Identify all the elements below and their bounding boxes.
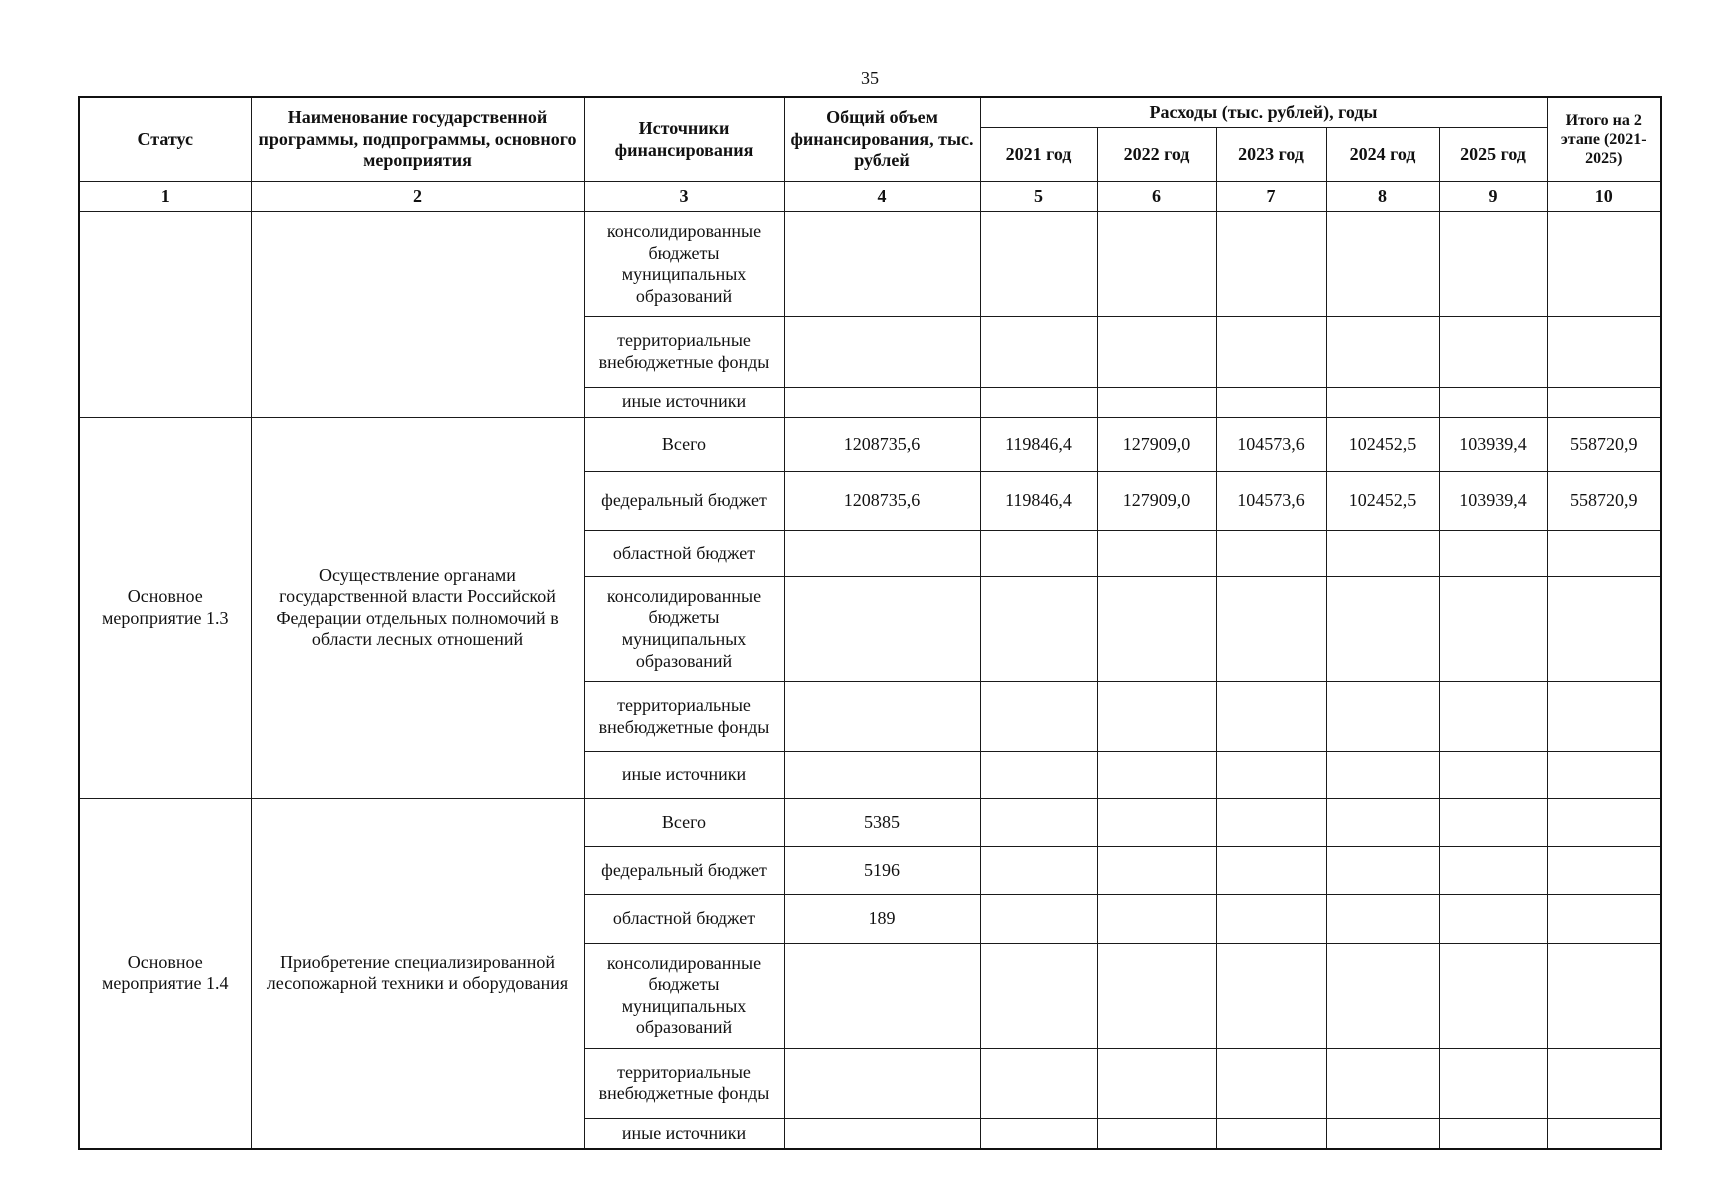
total-cell: 189 [784,895,980,943]
empty-cell [784,943,980,1048]
header-expenses: Расходы (тыс. рублей), годы [980,97,1547,127]
header-row-1 [79,97,1661,127]
empty-cell [1326,752,1439,798]
col-number: 6 [1097,182,1216,212]
name-cell [251,212,584,418]
col-number: 8 [1326,182,1439,212]
empty-cell [1326,798,1439,846]
empty-cell [784,752,980,798]
empty-cell [1439,387,1547,417]
empty-cell [1216,798,1326,846]
empty-cell [1097,943,1216,1048]
empty-cell [1439,1048,1547,1119]
empty-cell [1547,317,1661,388]
header-status: Статус [79,97,251,182]
table-row [79,417,1661,471]
empty-cell [1547,895,1661,943]
header-year-2025: 2025 год [1439,127,1547,181]
col-number: 9 [1439,182,1547,212]
empty-cell [1439,752,1547,798]
empty-cell [980,681,1097,752]
empty-cell [1216,212,1326,317]
total-cell: 5385 [784,798,980,846]
source-cell: иные источники [584,752,784,798]
empty-cell [784,577,980,682]
year-2023-cell: 104573,6 [1216,472,1326,530]
empty-cell [1439,681,1547,752]
empty-cell [1547,752,1661,798]
empty-cell [1326,1048,1439,1119]
empty-cell [980,387,1097,417]
col-number: 3 [584,182,784,212]
year-2025-cell: 103939,4 [1439,472,1547,530]
total-cell: 1208735,6 [784,417,980,471]
header-year-2023: 2023 год [1216,127,1326,181]
source-cell: областной бюджет [584,895,784,943]
empty-cell [1439,943,1547,1048]
empty-cell [1216,681,1326,752]
empty-cell [1547,530,1661,576]
stage-total-cell: 558720,9 [1547,417,1661,471]
empty-cell [784,1048,980,1119]
col-number: 2 [251,182,584,212]
empty-cell [1097,212,1216,317]
source-cell: иные источники [584,387,784,417]
empty-cell [1326,530,1439,576]
empty-cell [1439,798,1547,846]
col-number: 10 [1547,182,1661,212]
empty-cell [1326,577,1439,682]
empty-cell [1547,212,1661,317]
total-cell: 5196 [784,847,980,895]
empty-cell [1326,387,1439,417]
empty-cell [1216,1048,1326,1119]
empty-cell [1097,1119,1216,1149]
empty-cell [1097,798,1216,846]
name-cell: Приобретение специализированной лесопожарной техники и оборудования [251,798,584,1149]
empty-cell [1326,1119,1439,1149]
status-cell [79,212,251,418]
empty-cell [1326,847,1439,895]
empty-cell [1097,530,1216,576]
empty-cell [980,1119,1097,1149]
source-cell: консолидированные бюджеты муниципальных образований [584,943,784,1048]
stage-total-cell: 558720,9 [1547,472,1661,530]
empty-cell [1097,577,1216,682]
empty-cell [980,943,1097,1048]
source-cell: территориальные внебюджетные фонды [584,317,784,388]
empty-cell [1216,752,1326,798]
source-cell: консолидированные бюджеты муниципальных образований [584,577,784,682]
empty-cell [1439,317,1547,388]
source-cell: Всего [584,798,784,846]
empty-cell [1326,212,1439,317]
source-cell: федеральный бюджет [584,472,784,530]
header-year-2022: 2022 год [1097,127,1216,181]
empty-cell [1439,895,1547,943]
empty-cell [980,1048,1097,1119]
source-cell: Всего [584,417,784,471]
empty-cell [784,681,980,752]
empty-cell [1547,943,1661,1048]
empty-cell [1216,895,1326,943]
empty-cell [1216,847,1326,895]
source-cell: территориальные внебюджетные фонды [584,1048,784,1119]
year-2023-cell: 104573,6 [1216,417,1326,471]
source-cell: областной бюджет [584,530,784,576]
status-cell: Основное мероприятие 1.3 [79,417,251,798]
year-2022-cell: 127909,0 [1097,417,1216,471]
empty-cell [784,1119,980,1149]
empty-cell [1097,387,1216,417]
total-cell: 1208735,6 [784,472,980,530]
page-number: 35 [861,68,879,88]
empty-cell [1216,943,1326,1048]
year-2022-cell: 127909,0 [1097,472,1216,530]
empty-cell [784,212,980,317]
empty-cell [1547,681,1661,752]
empty-cell [1439,847,1547,895]
empty-cell [1216,387,1326,417]
header-total-volume: Общий объем финансирования, тыс. рублей [784,97,980,182]
empty-cell [1547,847,1661,895]
empty-cell [1439,577,1547,682]
col-number: 7 [1216,182,1326,212]
table-row [79,212,1661,317]
name-cell: Осуществление органами государственной власти Российской Федерации отдельных полномочий в области лесных отношений [251,417,584,798]
empty-cell [1216,530,1326,576]
empty-cell [784,387,980,417]
year-2024-cell: 102452,5 [1326,472,1439,530]
empty-cell [980,798,1097,846]
header-stage-total: Итого на 2 этапе (2021-2025) [1547,97,1661,182]
source-cell: федеральный бюджет [584,847,784,895]
year-2024-cell: 102452,5 [1326,417,1439,471]
empty-cell [784,317,980,388]
empty-cell [1216,577,1326,682]
empty-cell [1097,1048,1216,1119]
header-year-2021: 2021 год [980,127,1097,181]
empty-cell [1439,212,1547,317]
header-year-2024: 2024 год [1326,127,1439,181]
empty-cell [1547,387,1661,417]
financing-table [78,96,1662,1150]
status-cell: Основное мероприятие 1.4 [79,798,251,1149]
empty-cell [980,847,1097,895]
year-2021-cell: 119846,4 [980,472,1097,530]
empty-cell [1216,317,1326,388]
col-number: 1 [79,182,251,212]
table-row [79,798,1661,846]
empty-cell [1326,317,1439,388]
empty-cell [1326,943,1439,1048]
empty-cell [1547,798,1661,846]
empty-cell [980,752,1097,798]
empty-cell [1097,895,1216,943]
year-2021-cell: 119846,4 [980,417,1097,471]
empty-cell [980,530,1097,576]
empty-cell [1097,317,1216,388]
empty-cell [1216,1119,1326,1149]
source-cell: консолидированные бюджеты муниципальных образований [584,212,784,317]
empty-cell [980,895,1097,943]
empty-cell [980,212,1097,317]
empty-cell [1547,577,1661,682]
header-sources: Источники финансирования [584,97,784,182]
empty-cell [1547,1119,1661,1149]
empty-cell [1326,681,1439,752]
empty-cell [980,317,1097,388]
empty-cell [980,577,1097,682]
empty-cell [1547,1048,1661,1119]
empty-cell [1097,681,1216,752]
source-cell: территориальные внебюджетные фонды [584,681,784,752]
empty-cell [1097,847,1216,895]
empty-cell [1439,1119,1547,1149]
col-number: 4 [784,182,980,212]
empty-cell [784,530,980,576]
col-number: 5 [980,182,1097,212]
year-2025-cell: 103939,4 [1439,417,1547,471]
empty-cell [1097,752,1216,798]
empty-cell [1439,530,1547,576]
empty-cell [1326,895,1439,943]
header-name: Наименование государственной программы, подпрограммы, основного мероприятия [251,97,584,182]
source-cell: иные источники [584,1119,784,1149]
column-number-row [79,182,1661,212]
